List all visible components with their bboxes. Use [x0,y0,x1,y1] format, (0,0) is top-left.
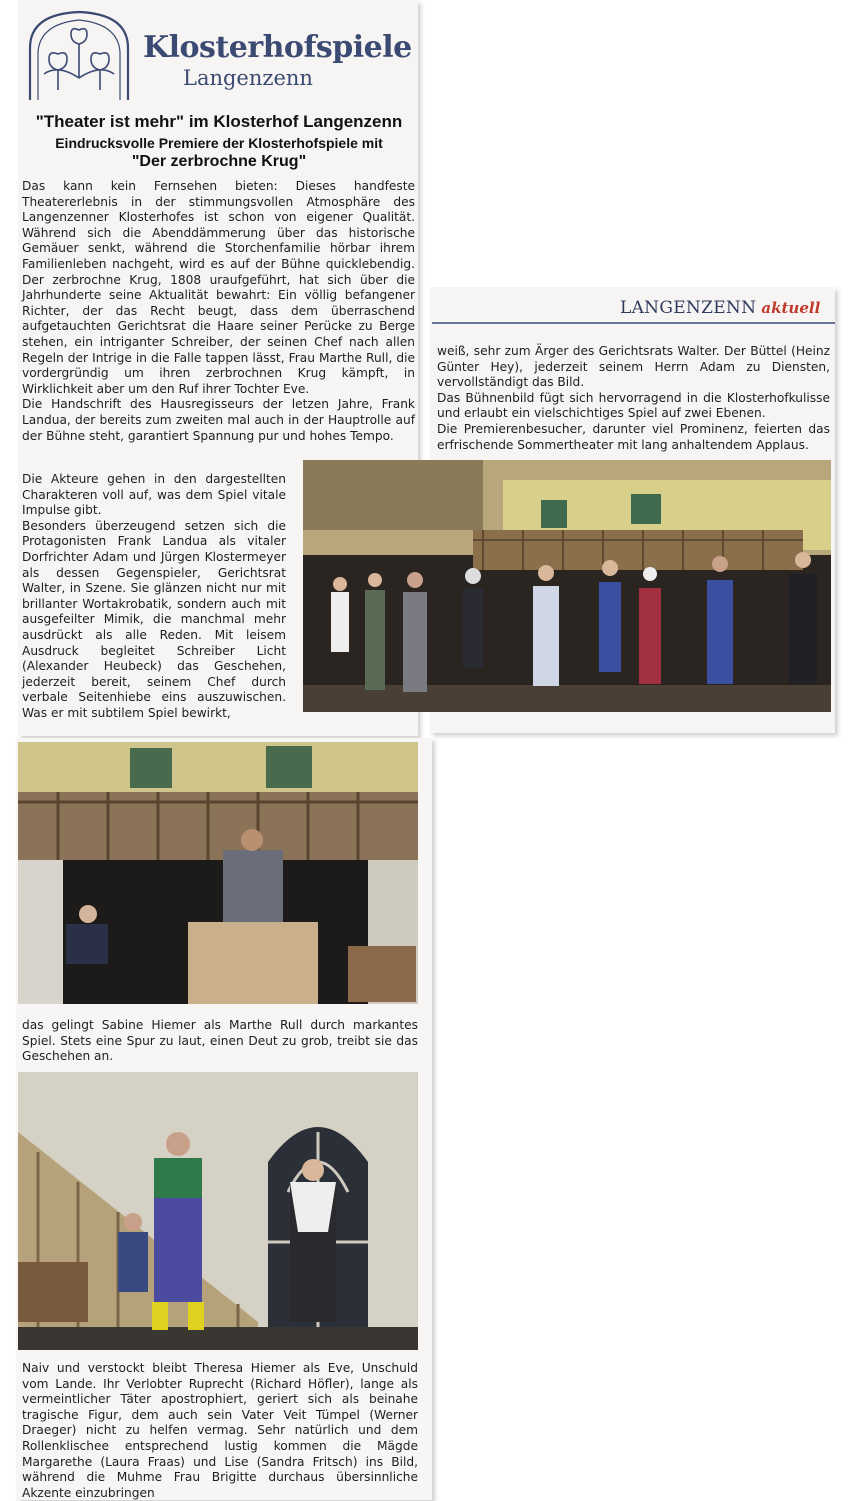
paragraph: das gelingt Sabine Hiemer als Marthe Rull durch markantes Spiel. Stets eine Spur zu laut, einen Deut zu grob, treibt sie das Geschehen an. [22,1018,418,1064]
photo-ruprecht-eve-scene [18,1072,418,1350]
paragraph: Die Premierenbesucher, darunter viel Prominenz, feierten das erfrischende Sommertheater mit lang anhaltendem Applaus. [437,421,830,452]
section-tag: aktuell [761,299,821,317]
section-divider [432,322,835,324]
masthead-title: Klosterhofspiele [143,30,412,65]
article-body-col1-narrow [22,472,286,722]
paragraph: Das Bühnenbild fügt sich hervorragend in die Klosterhofkulisse und erlaubt ein vielschichtiges Spiel auf zwei Ebenen. [437,390,830,421]
cloister-arch-logo-icon [24,8,134,102]
paragraph: Besonders überzeugend setzen sich die Protagonisten Frank Landua als vitaler Dorfrichter Adam und Jürgen Klostermeyer als dessen Gegenspieler, Gerichtsrat Walter, in Szene. Sie glänzen nicht nur mit brillanter Wortakrobatik, sondern auch mit ausgefeilter Mimik, die manchmal mehr ausdrückt als alle Reden. Mit leisem Ausdruck begleitet Schreiber Licht (Alexander Heubeck) das Geschehen, jederzeit bereit, seinem Chef durch verbale Seitenhiebe eins auszuwischen. Was er mit subtilem Spiel bewirkt, [22,518,286,720]
photo-ensemble-curtain-call [303,460,831,712]
masthead-subtitle: Langenzenn [183,66,313,90]
paragraph: Das kann kein Fernsehen bieten: Dieses handfeste Theatererlebnis in der stimmungsvollen Atmosphäre des Langenzenner Klosterhofes ist schon von eigener Qualität. Während sich die Abenddämmerung über das historische Gemäuer senkt, während die Storchenfamilie hörbar ihrem Familienleben nachgeht, wird es auf der Bühne quicklebendig. Der zerbrochne Krug, 1808 uraufgeführt, hat sich über die Jahrhunderte seine Aktualität bewahrt: Ein völlig befangener Richter, der das Recht beugt, dass dem überraschend aufgetauchten Gerichtsrat die Haare seiner Perücke zu Berge stehen, ein intriganter Schreiber, der seinen Chef nach allen Regeln der Intrige in die Falle tappen lässt, Frau Marthe Rull, die vordergründig um ihren zerbrochnen Krug kämpft, in Wirklichkeit aber um den Ruf ihrer Tochter Eve. [22,179,415,396]
article-body-col4 [22,1361,418,1501]
section-header [620,298,820,318]
photo-marthe-rull-scene [18,742,418,1004]
article-body-col2 [437,344,830,453]
paragraph: Die Handschrift des Hausregisseurs der letzen Jahre, Frank Landua, der bereits zum zweiten mal auch in der Hauptrolle auf der Bühne steht, garantiert Spannung pur und hohes Tempo. [22,397,415,443]
article-subheadline-play: "Der zerbrochne Krug" [131,153,307,170]
article-headline: "Theater ist mehr" im Klosterhof Langenzenn [35,112,403,131]
paragraph: Naiv und verstockt bleibt Theresa Hiemer als Eve, Unschuld vom Lande. Ihr Verlobter Ruprecht (Richard Höfler), lange als vermeintlicher Täter apostrophiert, geriert sich als beinahe tragische Figur, dem auch sein Vater Veit Tümpel (Werner Draeger) nicht zu helfen vermag. Sehr natürlich und dem Rollenklischee entsprechend lustig kommen die Mägde Margarethe (Laura Fraas) und Lise (Sandra Fritsch) ins Bild, während die Muhme Frau Brigitte durchaus übersinnliche Akzente einzubringen [22,1361,418,1500]
paragraph: weiß, sehr zum Ärger des Gerichtsrats Walter. Der Büttel (Heinz Günter Hey), jederzeit seinem Herrn Adam zu Diensten, vervollständigt das Bild. [437,344,830,390]
article-body-col1 [22,179,415,444]
paragraph: Die Akteure gehen in den dargestellten Charakteren voll auf, was dem Spiel vitale Impulse gibt. [22,472,286,518]
section-name: LANGENZENN [620,298,757,318]
article-body-col3 [22,1018,418,1065]
article-subheadline: Eindrucksvolle Premiere der Klosterhofspiele mit [55,135,383,151]
